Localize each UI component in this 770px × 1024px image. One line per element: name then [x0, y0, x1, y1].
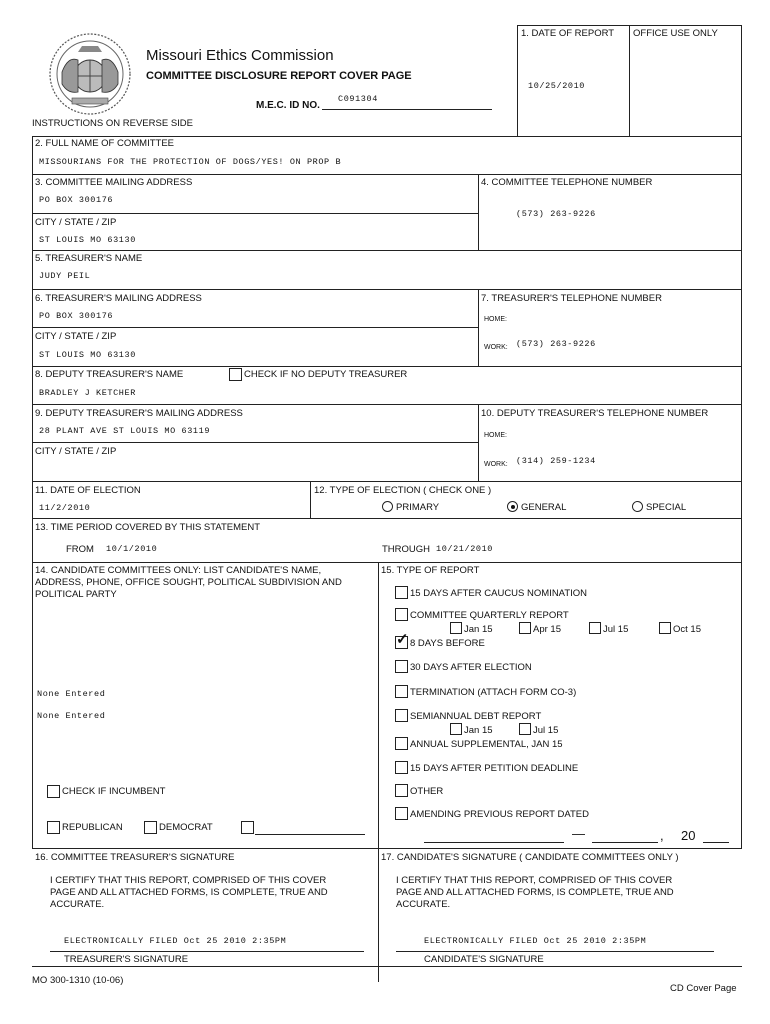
candidate-sig-caption: CANDIDATE'S SIGNATURE [424, 954, 544, 965]
mec-id-label: M.E.C. ID NO. [256, 100, 320, 111]
period-through-label: THROUGH [382, 544, 431, 555]
semi-jul15-label: Jul 15 [533, 725, 559, 736]
committee-name-label: 2. FULL NAME OF COMMITTEE [35, 138, 174, 149]
general-label: GENERAL [521, 502, 567, 513]
deputy-phone-label: 10. DEPUTY TREASURER'S TELEPHONE NUMBER [481, 408, 709, 419]
treasurer-certify-3: ACCURATE. [50, 899, 105, 910]
period-through[interactable]: 10/21/2010 [436, 544, 494, 554]
amend-month-line[interactable] [424, 842, 564, 843]
treasurer-home-label: HOME: [484, 316, 507, 323]
republican-checkbox[interactable] [47, 821, 60, 834]
amend-date-dash: — [572, 826, 585, 841]
committee-address-label: 3. COMMITTEE MAILING ADDRESS [35, 177, 193, 188]
seal-icon [48, 32, 132, 116]
no-deputy-label: CHECK IF NO DEPUTY TREASURER [244, 369, 408, 380]
committee-city-label: CITY / STATE / ZIP [35, 217, 117, 228]
other-checkbox[interactable] [395, 784, 408, 797]
jan15-checkbox[interactable] [450, 622, 462, 634]
other-label: OTHER [410, 786, 444, 797]
candidate-certify-2: PAGE AND ALL ATTACHED FORMS, IS COMPLETE, TRUE AND [396, 887, 674, 898]
treasurer-phone-label: 7. TREASURER'S TELEPHONE NUMBER [481, 293, 662, 304]
annual-checkbox[interactable] [395, 737, 408, 750]
deputy-home-label: HOME: [484, 432, 507, 439]
treasurer-certify-1: I CERTIFY THAT THIS REPORT, COMPRISED OF THIS COVER [50, 875, 327, 886]
date-of-report-label: 1. DATE OF REPORT [521, 28, 615, 39]
treasurer-name-label: 5. TREASURER'S NAME [35, 253, 143, 264]
caucus-checkbox[interactable] [395, 586, 408, 599]
treasurer-address[interactable]: PO BOX 300176 [39, 311, 114, 321]
semiannual-label: SEMIANNUAL DEBT REPORT [410, 711, 542, 722]
amend-date-comma: , [660, 828, 664, 843]
treasurer-signature-label: 16. COMMITTEE TREASURER'S SIGNATURE [35, 852, 235, 863]
election-type-label: 12. TYPE OF ELECTION ( CHECK ONE ) [314, 485, 492, 496]
treasurer-address-label: 6. TREASURER'S MAILING ADDRESS [35, 293, 202, 304]
oct15-label: Oct 15 [673, 624, 701, 635]
report-type-label: 15. TYPE OF REPORT [381, 565, 480, 576]
special-label: SPECIAL [646, 502, 687, 513]
jul15-checkbox[interactable] [589, 622, 601, 634]
deputy-city-label: CITY / STATE / ZIP [35, 446, 117, 457]
treasurer-name[interactable]: JUDY PEIL [39, 271, 91, 281]
form-title: COMMITTEE DISCLOSURE REPORT COVER PAGE [146, 70, 412, 82]
quarterly-checkbox[interactable] [395, 608, 408, 621]
candidate-entry-2: None Entered [37, 711, 106, 721]
form-number: MO 300-1310 (10-06) [32, 975, 124, 986]
deputy-work-label: WORK: [484, 461, 508, 468]
jul15-label: Jul 15 [603, 624, 629, 635]
commission-name: Missouri Ethics Commission [146, 47, 334, 64]
candidates-label-3: POLITICAL PARTY [35, 589, 117, 600]
annual-label: ANNUAL SUPPLEMENTAL, JAN 15 [410, 739, 563, 750]
candidate-filed: ELECTRONICALLY FILED Oct 25 2010 2:35PM [424, 936, 647, 946]
candidates-label-2: ADDRESS, PHONE, OFFICE SOUGHT, POLITICAL SUBDIVISION AND [35, 577, 342, 588]
termination-checkbox[interactable] [395, 685, 408, 698]
general-radio[interactable] [507, 501, 518, 512]
period-from-label: FROM [66, 544, 94, 555]
committee-phone[interactable]: (573) 263-9226 [516, 209, 596, 219]
deputy-address[interactable]: 28 PLANT AVE ST LOUIS MO 63119 [39, 426, 211, 436]
treasurer-city-label: CITY / STATE / ZIP [35, 331, 117, 342]
apr15-label: Apr 15 [533, 624, 561, 635]
semi-jan15-label: Jan 15 [464, 725, 493, 736]
democrat-checkbox[interactable] [144, 821, 157, 834]
page-name: CD Cover Page [670, 983, 737, 994]
petition-checkbox[interactable] [395, 761, 408, 774]
no-deputy-checkbox[interactable] [229, 368, 242, 381]
semiannual-checkbox[interactable] [395, 709, 408, 722]
eight-days-checkbox[interactable] [395, 631, 409, 649]
treasurer-work-label: WORK: [484, 344, 508, 351]
period-label: 13. TIME PERIOD COVERED BY THIS STATEMENT [35, 522, 261, 533]
candidate-signature-label: 17. CANDIDATE'S SIGNATURE ( CANDIDATE COMMITTEES ONLY ) [381, 852, 679, 863]
democrat-label: DEMOCRAT [159, 822, 213, 833]
primary-label: PRIMARY [396, 502, 440, 513]
semi-jul15-checkbox[interactable] [519, 723, 531, 735]
election-date[interactable]: 11/2/2010 [39, 503, 91, 513]
amend-year-prefix: 20 [681, 828, 696, 843]
candidate-certify-3: ACCURATE. [396, 899, 451, 910]
state-seal [48, 32, 132, 116]
treasurer-filed: ELECTRONICALLY FILED Oct 25 2010 2:35PM [64, 936, 287, 946]
office-use-label: OFFICE USE ONLY [633, 28, 718, 39]
quarterly-label: COMMITTEE QUARTERLY REPORT [410, 610, 569, 621]
amend-year-line[interactable] [703, 842, 729, 843]
eight-days-label: 8 DAYS BEFORE [410, 638, 485, 649]
amending-label: AMENDING PREVIOUS REPORT DATED [410, 809, 589, 820]
other-party-checkbox[interactable] [241, 821, 254, 834]
treasurer-certify-2: PAGE AND ALL ATTACHED FORMS, IS COMPLETE, TRUE AND [50, 887, 328, 898]
period-from[interactable]: 10/1/2010 [106, 544, 158, 554]
candidate-entry-1: None Entered [37, 689, 106, 699]
oct15-checkbox[interactable] [659, 622, 671, 634]
petition-label: 15 DAYS AFTER PETITION DEADLINE [410, 763, 579, 774]
treasurer-city[interactable]: ST LOUIS MO 63130 [39, 350, 136, 360]
deputy-address-label: 9. DEPUTY TREASURER'S MAILING ADDRESS [35, 408, 243, 419]
primary-radio[interactable] [382, 501, 393, 512]
thirty-days-label: 30 DAYS AFTER ELECTION [410, 662, 532, 673]
instructions-note: INSTRUCTIONS ON REVERSE SIDE [32, 118, 193, 129]
termination-label: TERMINATION (ATTACH FORM CO-3) [410, 687, 577, 698]
semi-jan15-checkbox[interactable] [450, 723, 462, 735]
candidate-certify-1: I CERTIFY THAT THIS REPORT, COMPRISED OF THIS COVER [396, 875, 673, 886]
committee-address[interactable]: PO BOX 300176 [39, 195, 114, 205]
deputy-work-phone[interactable]: (314) 259-1234 [516, 456, 596, 466]
caucus-label: 15 DAYS AFTER CAUCUS NOMINATION [410, 588, 588, 599]
date-of-report[interactable]: 10/25/2010 [528, 81, 586, 91]
deputy-name-label: 8. DEPUTY TREASURER'S NAME [35, 369, 184, 380]
committee-city[interactable]: ST LOUIS MO 63130 [39, 235, 136, 245]
election-date-label: 11. DATE OF ELECTION [35, 485, 141, 496]
special-radio[interactable] [632, 501, 643, 512]
other-party-line[interactable] [255, 834, 365, 835]
incumbent-label: CHECK IF INCUMBENT [62, 786, 166, 797]
treasurer-sig-caption: TREASURER'S SIGNATURE [64, 954, 189, 965]
candidates-label-1: 14. CANDIDATE COMMITTEES ONLY: LIST CANDIDATE'S NAME, [35, 565, 322, 576]
apr15-checkbox[interactable] [519, 622, 531, 634]
republican-label: REPUBLICAN [62, 822, 123, 833]
mec-id[interactable]: C091304 [338, 94, 378, 104]
deputy-name[interactable]: BRADLEY J KETCHER [39, 388, 136, 398]
jan15-label: Jan 15 [464, 624, 493, 635]
checkmark-icon: ✓ [396, 631, 409, 648]
treasurer-work-phone[interactable]: (573) 263-9226 [516, 339, 596, 349]
committee-name[interactable]: MISSOURIANS FOR THE PROTECTION OF DOGS/YES! ON PROP B [39, 157, 342, 167]
committee-phone-label: 4. COMMITTEE TELEPHONE NUMBER [481, 177, 653, 188]
incumbent-checkbox[interactable] [47, 785, 60, 798]
amending-checkbox[interactable] [395, 807, 408, 820]
amend-day-line[interactable] [592, 842, 658, 843]
thirty-days-checkbox[interactable] [395, 660, 408, 673]
